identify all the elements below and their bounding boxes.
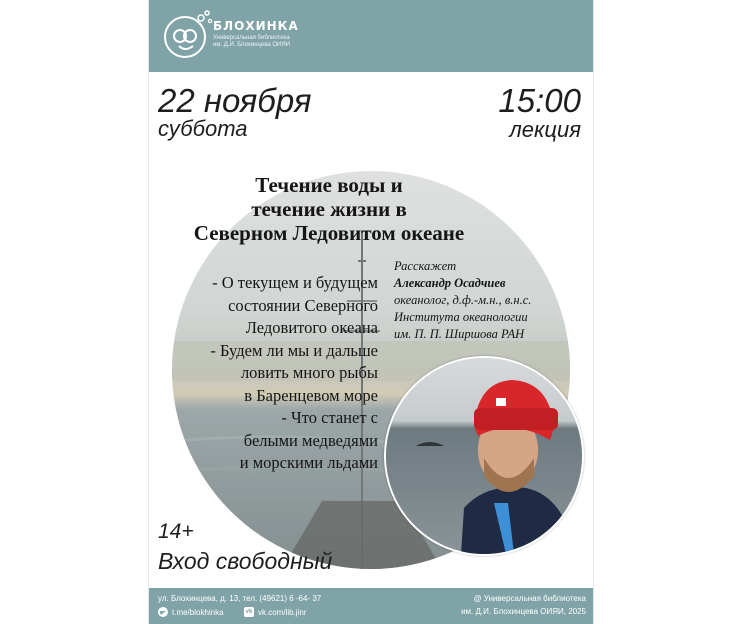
library-logo-icon <box>157 6 215 64</box>
entry-info: Вход свободный <box>158 548 333 574</box>
library-address: ул. Блохинцева, д. 13, тел. (49621) 6 -64- 37 <box>158 594 322 603</box>
topic-line: - Что станет с <box>281 408 378 427</box>
poster-footer <box>149 588 593 624</box>
topic-line: Ледовитого океана <box>245 318 378 337</box>
event-weekday: суббота <box>158 116 248 141</box>
speaker-role: океанолог, д.ф.-м.н., в.н.с. <box>394 293 532 307</box>
lecture-title: Течение воды и течение жизни в Северном Ледовитом океане <box>193 173 465 245</box>
event-date: 22 ноября <box>158 82 312 119</box>
footer-credit: @ Универсальная библиотека <box>473 594 586 603</box>
speaker-info <box>394 258 584 343</box>
poster-header <box>149 0 593 72</box>
vk-icon: vk <box>245 609 253 615</box>
vk-link[interactable] <box>244 607 306 617</box>
telegram-link[interactable] <box>158 607 224 617</box>
brand-name: БЛОХИНКА <box>213 19 299 33</box>
topic-line: состоянии Северного <box>228 295 378 315</box>
topic-line: в Баренцевом море <box>244 385 378 405</box>
telegram-icon <box>158 607 168 617</box>
telegram-label: t.me/blokhinka <box>172 607 224 617</box>
topic-line: и морскими льдами <box>239 453 378 472</box>
brand-subtitle: Универсальная библиотека им. Д.И. Блохинцева ОИЯИ <box>213 35 291 48</box>
event-type: лекция <box>509 117 581 142</box>
topic-line: - О текущем и будущем <box>212 273 378 292</box>
speaker-intro: Расскажет <box>394 259 457 273</box>
event-poster <box>148 0 594 624</box>
lecture-topics <box>173 272 378 475</box>
vk-label: vk.com/lib.jinr <box>258 607 307 617</box>
topic-line: - Будем ли мы и дальше <box>210 340 378 360</box>
event-time: 15:00 <box>498 82 581 119</box>
speaker-name: Александр Осадчиев <box>394 276 506 290</box>
age-rating: 14+ <box>158 520 194 543</box>
topic-line: белыми медведями <box>243 430 378 450</box>
topic-line: ловить много рыбы <box>240 363 378 382</box>
speaker-role: им. П. П. Ширшова РАН <box>394 327 525 341</box>
footer-credit-year: им. Д.И. Блохинцева ОИЯИ, 2025 <box>461 607 586 616</box>
speaker-role: Института океанологии <box>394 310 528 324</box>
speaker-photo <box>384 356 584 556</box>
